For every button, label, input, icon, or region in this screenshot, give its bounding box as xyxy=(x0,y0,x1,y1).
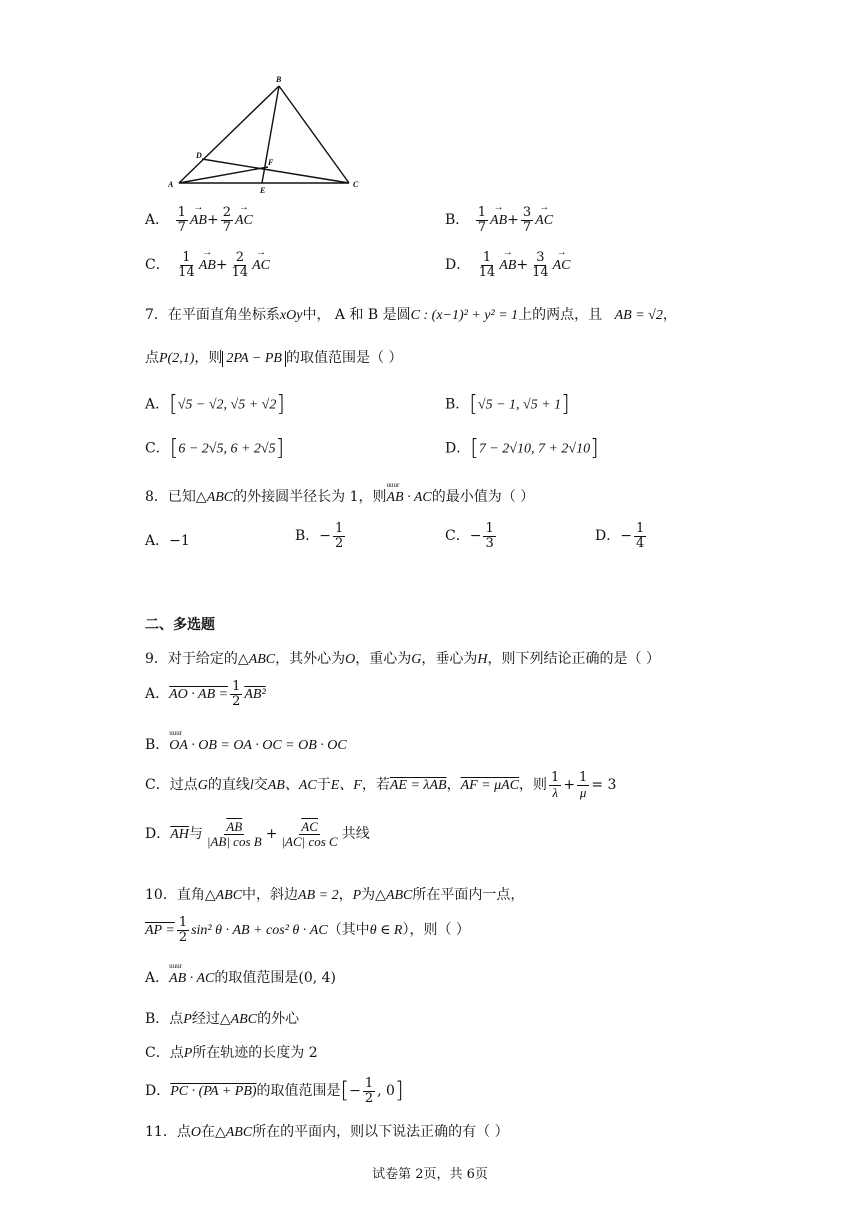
q6-option-a[interactable]: A． $\frac{1}{7}$ → AB+ $\frac{2}{7}$ → AC xyxy=(145,206,253,234)
q10-option-d[interactable]: D．PC · (PA + PB)的取值范围是[− $\frac{1}{2}$ , 0] xyxy=(145,1076,404,1106)
q10-option-a[interactable]: A．uuur AB · AC的取值范围是(0, 4) xyxy=(145,967,336,987)
q7-option-b[interactable]: B．[√5 − 1, √5 + 1] xyxy=(445,392,570,417)
q7-option-c[interactable]: C．[6 − 2√5, 6 + 2√5] xyxy=(145,436,285,461)
section-heading-multi-choice: 二、多选题 xyxy=(145,617,215,633)
q7-option-a[interactable]: A．[√5 − √2, √5 + √2] xyxy=(145,392,285,417)
label-e: E xyxy=(260,186,266,195)
q6-option-b[interactable]: B． $\frac{1}{7}$ → AB+ $\frac{3}{7}$ → AC xyxy=(445,206,553,234)
page-footer: 试卷第 2页，共 6页 xyxy=(372,1167,488,1182)
q7-option-d[interactable]: D．[7 − 2√10, 7 + 2√10] xyxy=(445,436,599,461)
label-a: A xyxy=(168,180,174,189)
q8-option-c[interactable]: C．− $\frac{1}{3}$ xyxy=(445,521,494,551)
triangle-figure xyxy=(160,72,370,197)
q9-option-d[interactable]: D．$\overline{AH}$与 $\frac{\overline{AB}}{\text{|AB| cos B}}$ + $\frac{\overline{AC}}{\text{|AC| cos C}}$ 共线 xyxy=(145,819,370,849)
q9-option-a[interactable]: A．AO · AB = $\frac{1}{2}$ AB² xyxy=(145,679,266,709)
q9-stem: 9．对于给定的△ABC，其外心为O，重心为G，垂心为H，则下列结论正确的是（ ） xyxy=(145,651,660,667)
q9-option-b[interactable]: B．uuur OA · OB = OA · OC = OB · OC xyxy=(145,734,347,754)
q8-option-b[interactable]: B．− $\frac{1}{2}$ xyxy=(295,521,344,551)
label-b: B xyxy=(276,75,282,84)
q8-option-a[interactable]: A．−1 xyxy=(145,533,190,549)
q6-option-d[interactable]: D． $\frac{1}{14}$ → AB+ $\frac{3}{14}$ → AC xyxy=(445,251,571,279)
label-d: D xyxy=(196,151,202,160)
q10-stem-line1: 10．直角△ABC中，斜边AB = 2，P为△ABC所在平面内一点， xyxy=(145,887,525,903)
q6-option-c[interactable]: C． $\frac{1}{14}$ → AB+ $\frac{2}{14}$ → AC xyxy=(145,251,270,279)
q8-stem: 8．已知△ABC的外接圆半径长为 1，则uuur AB · AC的最小值为（ ） xyxy=(145,486,534,506)
q7-stem-line2: 点P(2,1)，则 2PA − PB 的取值范围是（ ） xyxy=(145,350,403,366)
q10-option-c[interactable]: C．点P所在轨迹的长度为 2 xyxy=(145,1045,318,1061)
label-f: F xyxy=(268,158,274,167)
q11-stem: 11．点O在△ABC所在的平面内，则以下说法正确的有（ ） xyxy=(145,1124,509,1140)
q7-stem-line1: 7．在平面直角坐标系xOy中， A 和 B 是圆C : (x−1)² + y² = 1上的两点，且 AB = √2， xyxy=(145,307,677,323)
q9-option-c[interactable]: C．过点G的直线l交AB、AC于E、F，若AE = λAB，AF = μAC，则 $\frac{1}{\lambda}$ + $\frac{1}{\mu}$ = 3 xyxy=(145,770,617,800)
label-c: C xyxy=(353,180,359,189)
edge-dc xyxy=(202,159,349,183)
edge-bc xyxy=(279,86,349,183)
q10-option-b[interactable]: B．点P经过△ABC的外心 xyxy=(145,1011,300,1027)
q8-option-d[interactable]: D．− $\frac{1}{4}$ xyxy=(595,521,645,551)
q10-stem-line2: AP = $\frac{1}{2}$ sin² θ · AB + cos² θ · AC（其中θ ∈ R），则（ ） xyxy=(145,915,470,945)
